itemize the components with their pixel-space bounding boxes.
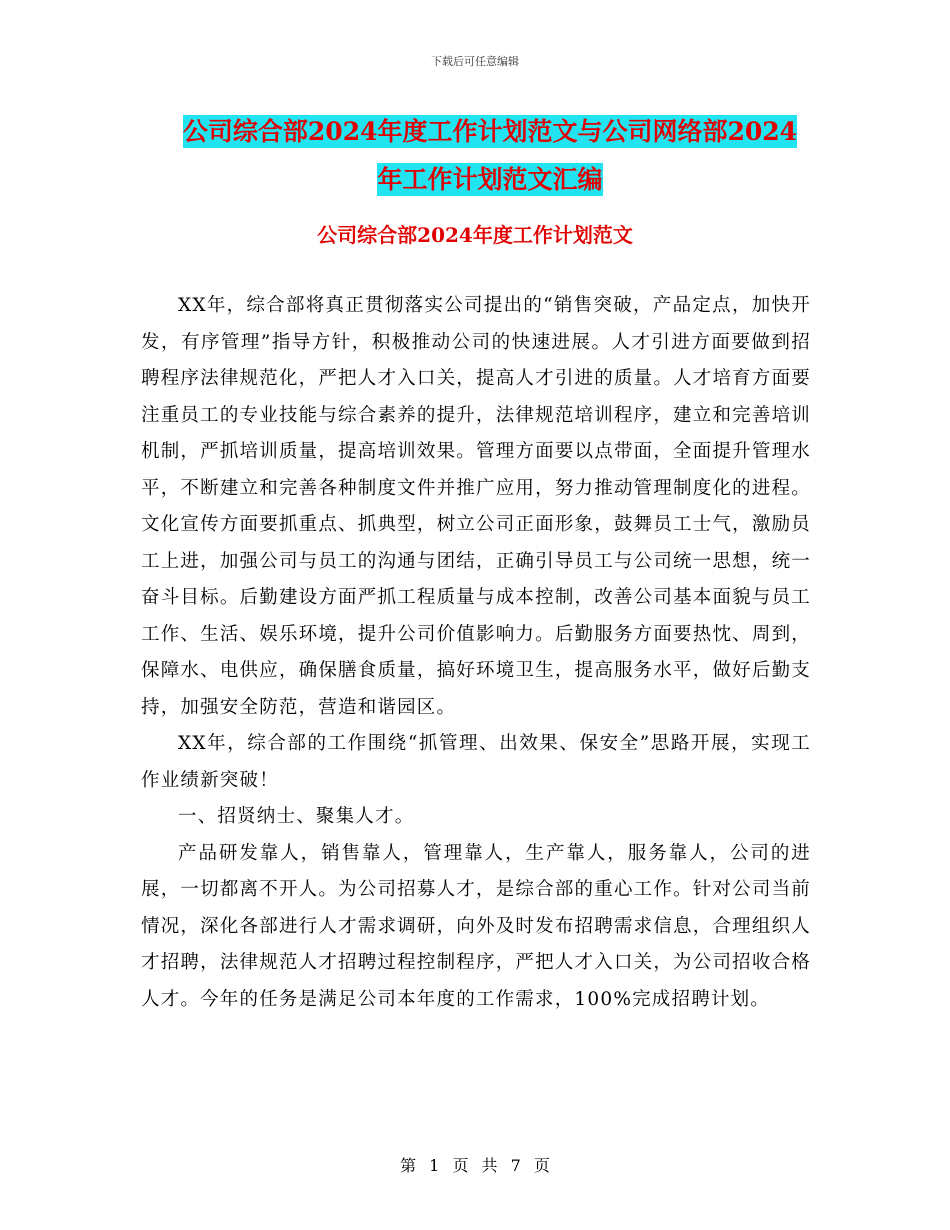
document-title-line-2: 年工作计划范文汇编 bbox=[377, 165, 603, 194]
section-title: 公司综合部2024年度工作计划范文 bbox=[317, 223, 633, 247]
document-title-line-1: 公司综合部2024年度工作计划范文与公司网络部2024 bbox=[182, 117, 798, 146]
document-body bbox=[141, 288, 811, 1018]
page-footer: 第 1 页 共 7 页 bbox=[400, 1156, 550, 1175]
paragraph-theme: XX年，综合部的工作围绕“抓管理、出效果、保安全”思路开展，实现工作业绩新突破！ bbox=[141, 733, 811, 791]
paragraph-recruitment: 产品研发靠人，销售靠人，管理靠人，生产靠人，服务靠人，公司的进展，一切都离不开人。为公司招募人才，是综合部的重心工作。针对公司当前情况，深化各部进行人才需求调研，向外及时发布招聘需求信息，合理组织人才招聘，法律规范人才招聘过程控制程序，严把人才入口关，为公司招收合格人才。今年的任务是满足公司本年度的工作需求，100%完成招聘计划。 bbox=[141, 842, 811, 1010]
paragraph-intro: XX年，综合部将真正贯彻落实公司提出的“销售突破，产品定点，加快开发，有序管理”指导方针，积极推动公司的快速进展。人才引进方面要做到招聘程序法律规范化，严把人才入口关，提高人才引进的质量。人才培育方面要注重员工的专业技能与综合素养的提升，法律规范培训程序，建立和完善培训机制，严抓培训质量，提高培训效果。管理方面要以点带面，全面提升管理水平，不断建立和完善各种制度文件并推广应用，努力推动管理制度化的进程。文化宣传方面要抓重点、抓典型，树立公司正面形象，鼓舞员工士气，激励员工上进，加强公司与员工的沟通与团结，正确引导员工与公司统一思想，统一奋斗目标。后勤建设方面严抓工程质量与成本控制，改善公司基本面貌与员工工作、生活、娱乐环境，提升公司价值影响力。后勤服务方面要热忱、周到，保障水、电供应，确保膳食质量，搞好环境卫生，提高服务水平，做好后勤支持，加强安全防范，营造和谐园区。 bbox=[141, 295, 811, 718]
header-note: 下载后可任意编辑 bbox=[431, 55, 519, 68]
document-title bbox=[160, 108, 820, 204]
paragraph-heading-1: 一、招贤纳士、聚集人才。 bbox=[178, 806, 415, 827]
